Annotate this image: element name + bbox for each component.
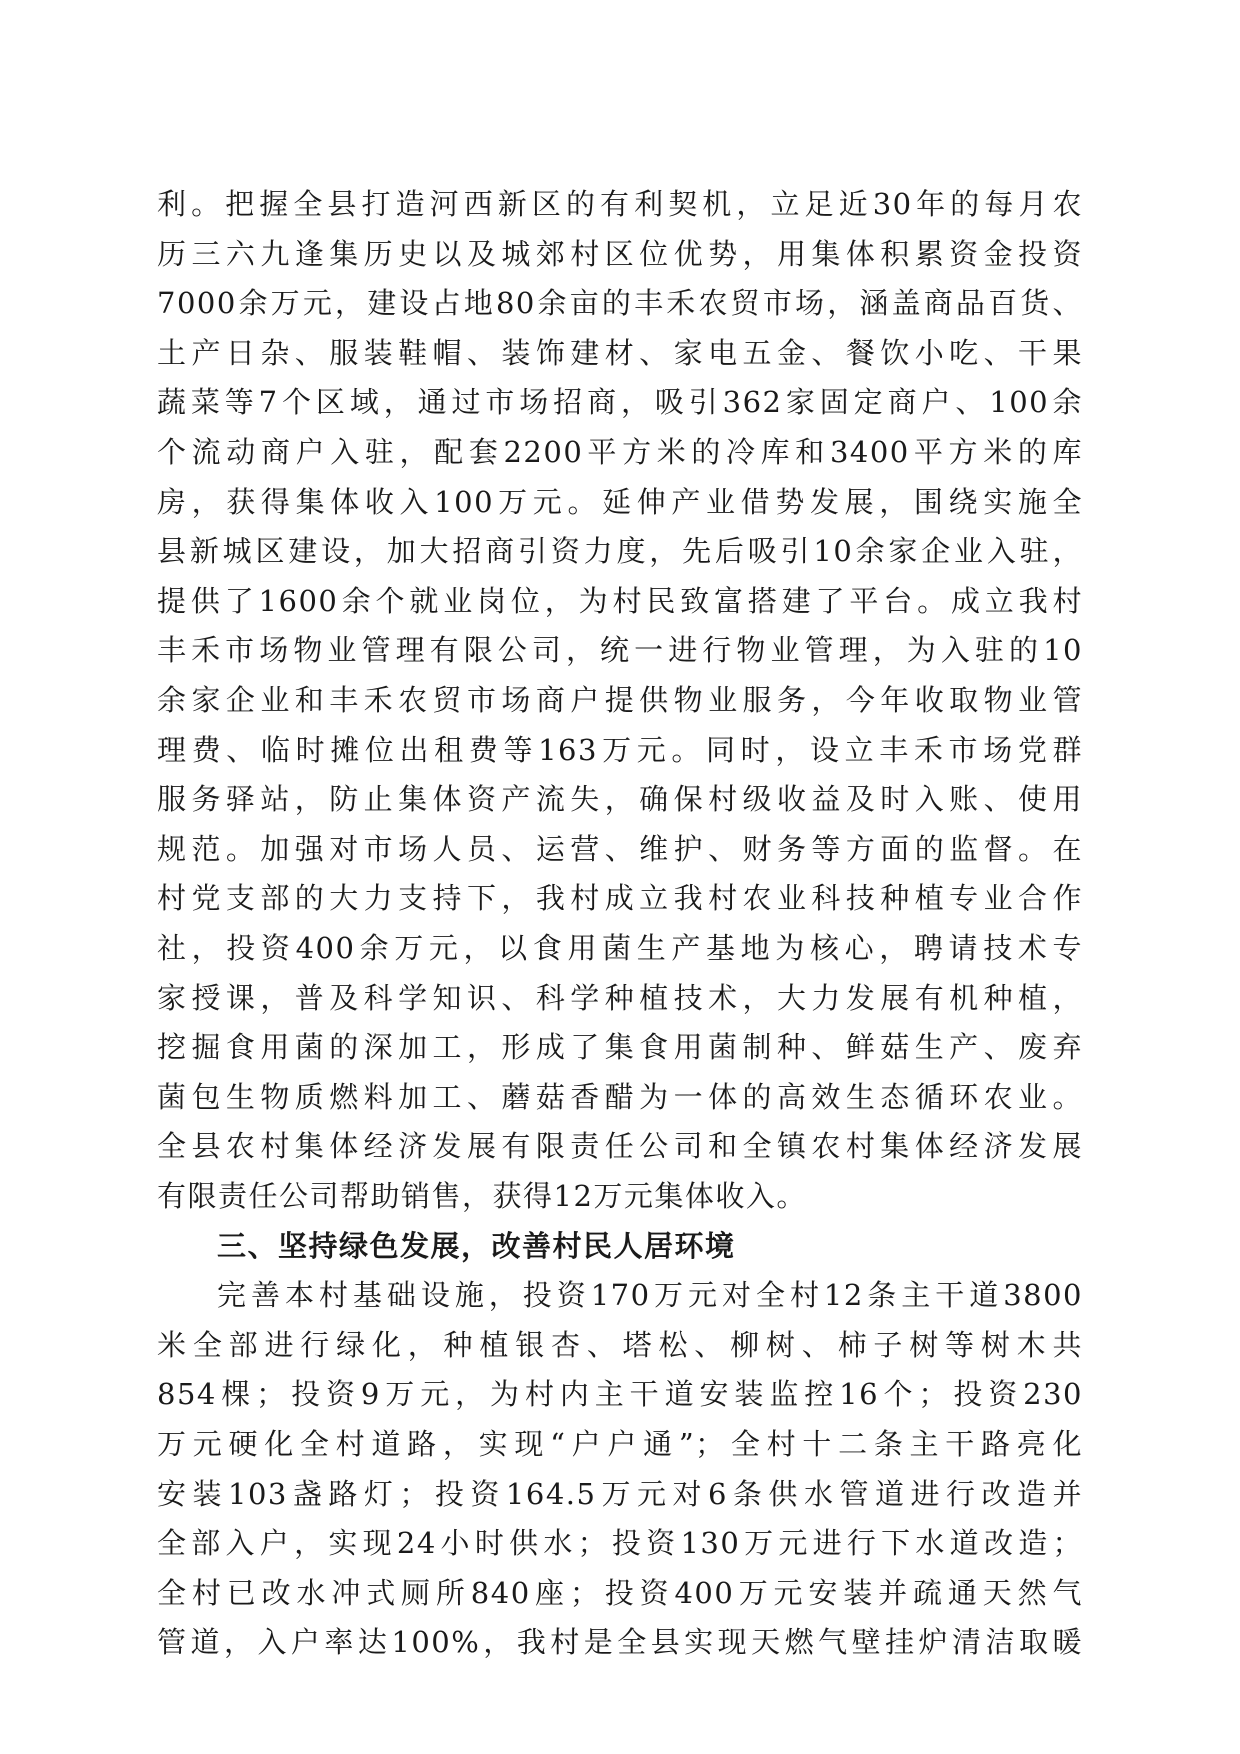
text-line: 房，获得集体收入100万元。延伸产业借势发展，围绕实施全 [157,484,1083,519]
text-line: 854棵；投资9万元，为村内主干道安装监控16个；投资230 [157,1377,1083,1412]
text-line: 理费、临时摊位出租费等163万元。同时，设立丰禾市场党群 [157,732,1083,767]
text-line: 丰禾市场物业管理有限公司，统一进行物业管理，为入驻的10 [157,633,1083,668]
text-line: 村党支部的大力支持下，我村成立我村农业科技种植专业合作 [157,881,1083,916]
text-line: 完善本村基础设施，投资170万元对全村12条主干道3800 [217,1278,1083,1313]
text-line: 管道，入户率达100%，我村是全县实现天燃气壁挂炉清洁取暖 [157,1625,1083,1660]
text-line: 全部入户，实现24小时供水；投资130万元进行下水道改造； [157,1526,1083,1561]
text-line: 历三六九逢集历史以及城郊村区位优势，用集体积累资金投资 [157,236,1083,271]
paragraph-infrastructure [157,1271,1083,1668]
text-line: 余家企业和丰禾农贸市场商户提供物业服务，今年收取物业管 [157,682,1083,717]
text-line: 利。把握全县打造河西新区的有利契机，立足近30年的每月农 [157,187,1083,221]
text-line: 县新城区建设，加大招商引资力度，先后吸引10余家企业入驻， [157,534,1083,569]
text-line: 提供了1600余个就业岗位，为村民致富搭建了平台。成立我村 [157,583,1083,618]
section-heading [157,1222,1083,1272]
text-line: 全村已改水冲式厕所840座；投资400万元安装并疏通天然气 [157,1575,1083,1610]
text-line: 米全部进行绿化，种植银杏、塔松、柳树、柿子树等树木共 [157,1327,1083,1362]
text-line: 家授课，普及科学知识、科学种植技术，大力发展有机种植， [157,980,1083,1015]
text-line: 7000余万元，建设占地80余亩的丰禾农贸市场，涵盖商品百货、 [157,286,1083,321]
paragraph-market-development [157,180,1083,1221]
text-line: 安装103盏路灯；投资164.5万元对6条供水管道进行改造并 [157,1476,1083,1511]
text-line: 有限责任公司帮助销售，获得12万元集体收入。 [157,1178,807,1213]
text-line: 个流动商户入驻，配套2200平方米的冷库和3400平方米的库 [157,434,1083,469]
text-line: 菌包生物质燃料加工、蘑菇香醋为一体的高效生态循环农业。 [157,1079,1083,1114]
text-line: 规范。加强对市场人员、运营、维护、财务等方面的监督。在 [157,831,1083,866]
heading-green-development: 三、坚持绿色发展，改善村民人居环境 [217,1228,736,1263]
text-line: 土产日杂、服装鞋帽、装饰建材、家电五金、餐饮小吃、干果 [157,335,1083,370]
text-line: 服务驿站，防止集体资产流失，确保村级收益及时入账、使用 [157,782,1083,817]
text-line: 蔬菜等7个区域，通过市场招商，吸引362家固定商户、100余 [157,385,1083,420]
text-line: 社，投资400余万元，以食用菌生产基地为核心，聘请技术专 [157,930,1083,965]
text-line: 全县农村集体经济发展有限责任公司和全镇农村集体经济发展 [157,1129,1083,1164]
text-line: 挖掘食用菌的深加工，形成了集食用菌制种、鲜菇生产、废弃 [157,1030,1083,1065]
text-line: 万元硬化全村道路，实现“户户通”；全村十二条主干路亮化 [157,1426,1083,1461]
